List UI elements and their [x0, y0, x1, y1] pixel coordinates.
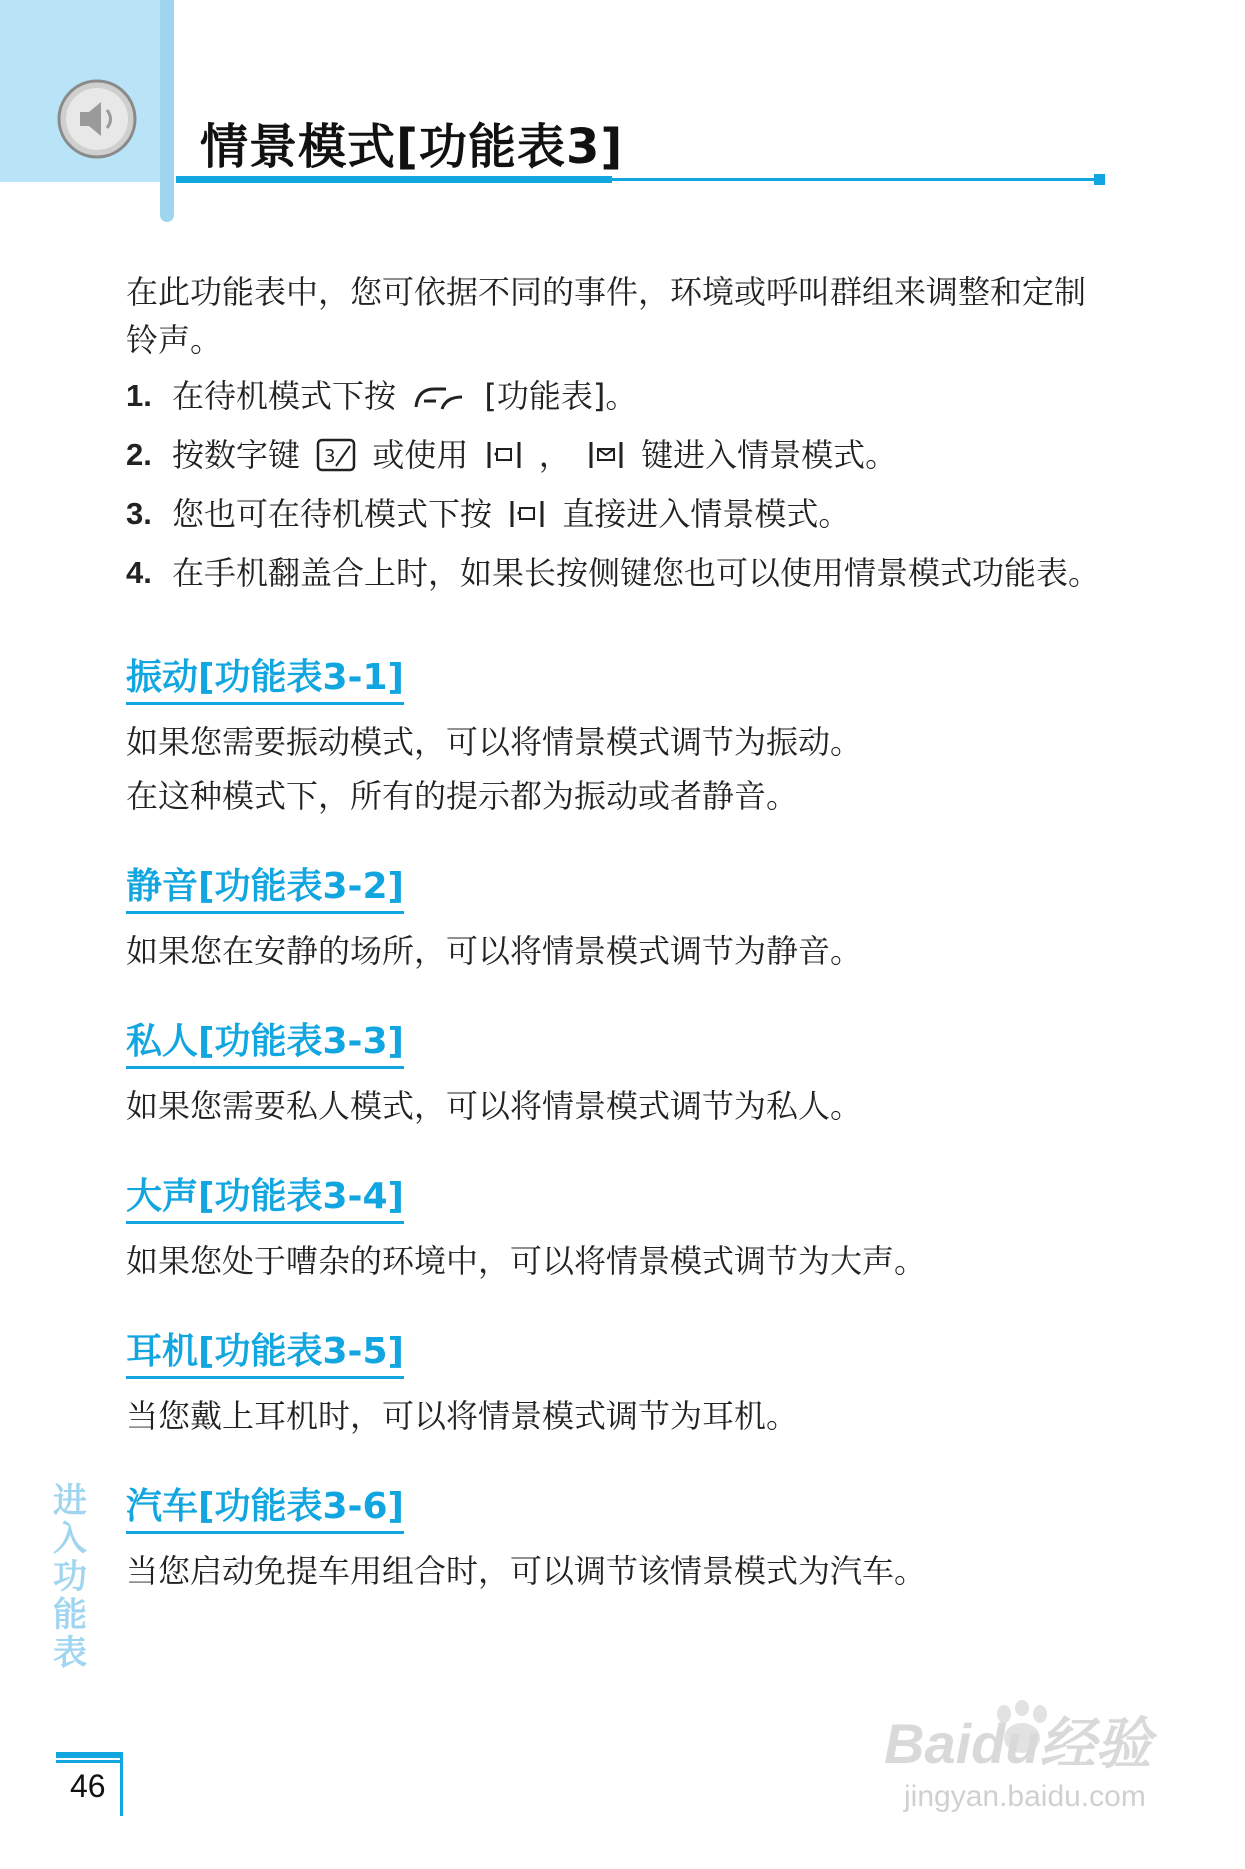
step-2: [126, 431, 1116, 479]
steps-list: [126, 372, 1116, 597]
step-4: [126, 549, 1116, 597]
nav-right-key-icon: [587, 438, 625, 472]
step-number: 2.: [126, 437, 152, 472]
section-vibrate: [126, 608, 1116, 823]
section-text: 如果您需要振动模式，可以将情景模式调节为振动。: [126, 723, 863, 761]
step-text-after: 直接进入情景模式。: [562, 495, 851, 533]
section-text: 如果您处于嘈杂的环境中，可以将情景模式调节为大声。: [126, 1242, 927, 1280]
section-loud: [126, 1133, 1116, 1288]
page-number: 46: [70, 1768, 106, 1804]
section-text: 在这种模式下，所有的提示都为振动或者静音。: [126, 777, 799, 815]
title-underline-thin: [612, 178, 1100, 181]
menu-softkey-icon: [412, 383, 468, 413]
nav-left-key-icon: [485, 438, 523, 472]
intro-text: 在此功能表中，您可依据不同的事件，环境或呼叫群组来调整和定制铃声。: [126, 273, 1087, 359]
section-silent: [126, 823, 1116, 978]
section-heading: 私人[功能表3-3]: [126, 1020, 404, 1069]
section-text: 当您戴上耳机时，可以将情景模式调节为耳机。: [126, 1397, 799, 1435]
step-3: [126, 490, 1116, 538]
title-underline: [176, 176, 612, 183]
step-text-after: 键进入情景模式。: [641, 436, 898, 474]
section-private: [126, 978, 1116, 1133]
svg-text:3: 3: [324, 446, 336, 467]
section-heading: 耳机[功能表3-5]: [126, 1330, 404, 1379]
page-number-divider: [120, 1752, 123, 1816]
step-text-mid: 或使用: [372, 436, 469, 474]
step-text-comma: ，: [538, 436, 571, 474]
page-title: 情景模式[功能表3]: [200, 119, 624, 175]
section-text: 如果您需要私人模式，可以将情景模式调节为私人。: [126, 1087, 863, 1125]
section-headset: [126, 1288, 1116, 1443]
step-number: 4.: [126, 555, 152, 590]
step-number: 1.: [126, 378, 152, 413]
section-heading: 大声[功能表3-4]: [126, 1175, 404, 1224]
step-number: 3.: [126, 496, 152, 531]
watermark-url: jingyan.baidu.com: [904, 1780, 1146, 1813]
step-text: 在手机翻盖合上时，如果长按侧键您也可以使用情景模式功能表。: [172, 554, 1101, 592]
side-chapter-label: 进入功能表: [53, 1481, 87, 1673]
speaker-icon: [56, 78, 138, 160]
section-text: 如果您在安静的场所，可以将情景模式调节为静音。: [126, 932, 863, 970]
step-text-after: [功能表]。: [484, 377, 638, 415]
section-heading: 振动[功能表3-1]: [126, 656, 404, 705]
section-text: 当您启动免提车用组合时，可以调节该情景模式为汽车。: [126, 1552, 927, 1590]
main-content: [126, 268, 1116, 1598]
section-car: [126, 1443, 1116, 1598]
page-number-rule: [56, 1752, 120, 1758]
step-1: [126, 372, 1116, 420]
step-text: 按数字键: [172, 436, 301, 474]
header-vertical-bar: [160, 0, 174, 222]
key-3-icon: [316, 438, 356, 472]
step-text: 在待机模式下按: [172, 377, 397, 415]
title-underline-end: [1094, 174, 1105, 185]
section-heading: 汽车[功能表3-6]: [126, 1485, 404, 1534]
step-text: 您也可在待机模式下按: [172, 495, 493, 533]
page-number-rule-thin: [56, 1760, 120, 1763]
section-heading: 静音[功能表3-2]: [126, 865, 404, 914]
watermark-logo: Baidu经验: [884, 1712, 1152, 1775]
nav-left-key-icon: [508, 497, 546, 531]
